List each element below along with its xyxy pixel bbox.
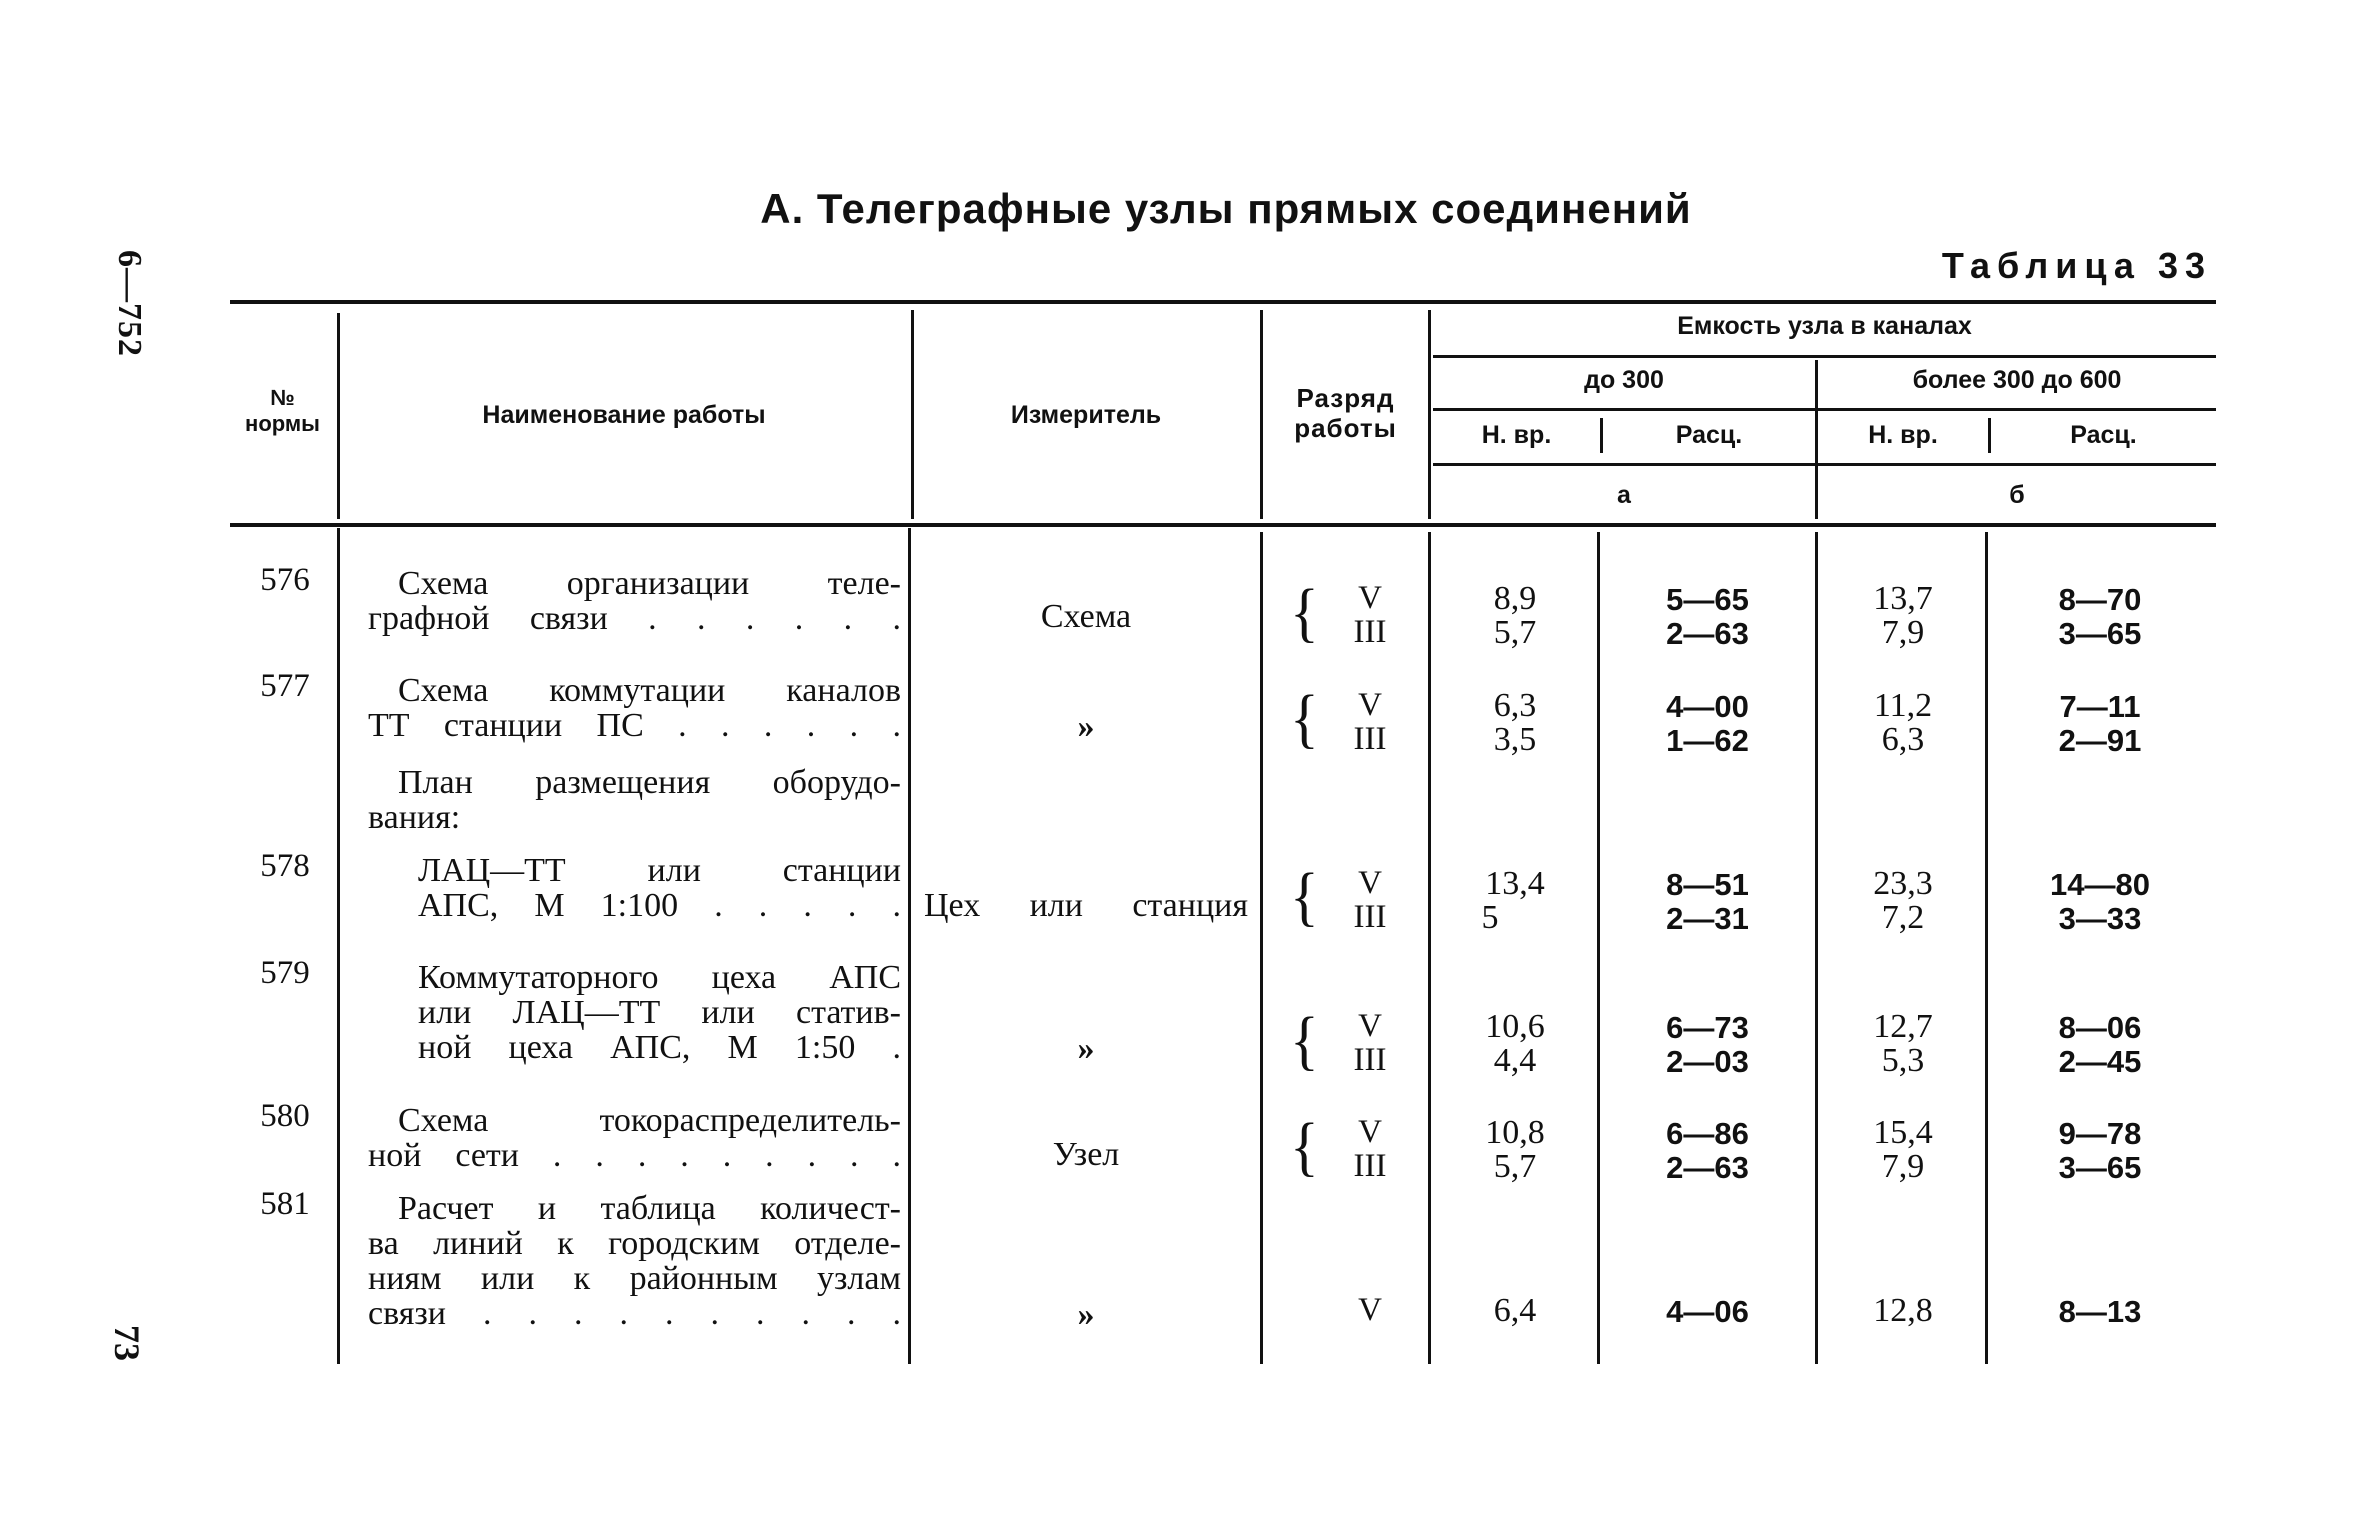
work-name — [368, 1103, 901, 1173]
norm-number: 576 — [260, 562, 310, 598]
body-divider — [1260, 532, 1263, 1364]
unit-cell: » — [1077, 1030, 1095, 1067]
brace: { — [1290, 575, 1319, 649]
header-label-b: б — [2009, 481, 2025, 509]
header-b-rasc: Расц. — [2070, 421, 2137, 449]
body-divider — [1428, 532, 1431, 1364]
header-divider — [1260, 310, 1263, 519]
a-norm-time: 8,9 — [1493, 580, 1537, 617]
b-rate: 8—06 — [2058, 1010, 2142, 1045]
work-name-line: ниям или к районным узлам — [368, 1260, 901, 1297]
work-name-line: или ЛАЦ—ТТ или статив- — [418, 994, 901, 1031]
unit-cell: » — [1077, 708, 1095, 745]
unit-cell: » — [1077, 1296, 1095, 1333]
b-norm-time: 7,9 — [1881, 1148, 1925, 1185]
header-unit: Измеритель — [1010, 401, 1162, 429]
a-norm-time: 4,4 — [1493, 1042, 1537, 1079]
b-norm-time: 5,3 — [1881, 1042, 1925, 1079]
work-name — [368, 566, 901, 636]
body-divider — [1597, 532, 1600, 1364]
grade: V — [1358, 687, 1382, 723]
a-norm-time: 5 — [1481, 899, 1499, 936]
a-norm-time: 10,8 — [1485, 1114, 1545, 1151]
group-heading-line: План размещения оборудо- — [398, 764, 901, 801]
unit-cell: Узел — [1052, 1136, 1120, 1173]
work-name-line: ной цеха АПС, М 1:50 . — [418, 1029, 901, 1066]
a-norm-time: 5,7 — [1493, 1148, 1537, 1185]
grade: V — [1358, 1008, 1382, 1044]
work-name-line: ной сети . . . . . . . . . — [368, 1137, 901, 1174]
grade: V — [1358, 580, 1382, 616]
header-norm-number: № нормы — [245, 385, 320, 436]
a-norm-time: 13,4 — [1485, 865, 1545, 902]
header-grade: Разряд работы — [1294, 383, 1397, 443]
a-rate: 2—31 — [1666, 901, 1749, 936]
work-name-line: Расчет и таблица количест- — [398, 1190, 901, 1227]
b-norm-time: 13,7 — [1873, 580, 1933, 617]
header-work-name: Наименование работы — [482, 401, 766, 429]
a-rate: 4—06 — [1666, 1294, 1749, 1329]
brace: { — [1290, 681, 1319, 755]
a-rate: 2—03 — [1666, 1044, 1749, 1079]
a-rate: 8—51 — [1666, 867, 1749, 902]
work-name — [418, 853, 901, 923]
work-name-line: Схема коммутации каналов — [398, 672, 901, 709]
work-name — [368, 1191, 901, 1331]
header-bottom-rule — [230, 523, 2216, 527]
grade: III — [1353, 721, 1387, 757]
a-rate: 6—73 — [1666, 1010, 1749, 1045]
b-rate: 14—80 — [2050, 867, 2150, 902]
b-rate: 8—70 — [2058, 582, 2142, 617]
b-rate: 3—65 — [2058, 1150, 2142, 1185]
work-name — [368, 673, 901, 743]
unit-cell — [914, 887, 1258, 925]
body-divider — [337, 528, 340, 1364]
grade: V — [1358, 1292, 1382, 1328]
group-rule — [1433, 408, 2216, 411]
b-rate: 9—78 — [2058, 1116, 2142, 1151]
work-name — [418, 960, 901, 1065]
header-group-b: более 300 до 600 — [1912, 366, 2122, 394]
norm-number: 580 — [260, 1098, 310, 1134]
work-name-line: Схема организации теле- — [398, 565, 901, 602]
page-number: 73 — [107, 1325, 147, 1361]
body-divider — [1815, 532, 1818, 1364]
a-rate: 6—86 — [1666, 1116, 1749, 1151]
norm-number: 581 — [260, 1186, 310, 1222]
work-name-line: Схема токораспределитель- — [398, 1102, 901, 1139]
group-heading-line: вания: — [368, 799, 461, 836]
header-a-rasc: Расц. — [1675, 421, 1743, 449]
work-name-line: ЛАЦ—ТТ или станции — [418, 852, 901, 889]
grade: III — [1353, 899, 1387, 935]
grade: III — [1353, 1148, 1387, 1184]
unit-cell: Схема — [1040, 598, 1132, 635]
header-label-a: а — [1617, 481, 1631, 509]
b-rate: 2—91 — [2058, 723, 2142, 758]
group-heading — [368, 765, 901, 835]
brace: { — [1290, 859, 1319, 933]
unit-cell-text: Цех или станция — [924, 887, 1248, 924]
work-name-line: графной связи . . . . . . — [368, 600, 901, 637]
a-norm-time: 6,4 — [1493, 1292, 1537, 1329]
norm-number: 578 — [260, 848, 310, 884]
b-norm-time: 7,9 — [1881, 614, 1925, 651]
header-capacity: Емкость узла в каналах — [1677, 312, 1972, 340]
header-divider — [1428, 310, 1431, 519]
grade: III — [1353, 614, 1387, 650]
grade: V — [1358, 865, 1382, 901]
table-label: Таблица 33 — [1941, 245, 2212, 286]
b-rate: 2—45 — [2058, 1044, 2142, 1079]
work-name-line: Коммутаторного цеха АПС — [418, 959, 901, 996]
a-rate: 4—00 — [1666, 689, 1749, 724]
b-norm-time: 15,4 — [1873, 1114, 1933, 1151]
work-name-line: связи . . . . . . . . . . — [368, 1295, 901, 1332]
norm-number: 579 — [260, 955, 310, 991]
a-rate: 1—62 — [1666, 723, 1749, 758]
body-divider — [1985, 532, 1988, 1364]
brace: { — [1290, 1109, 1319, 1183]
a-rate: 2—63 — [1666, 616, 1749, 651]
work-name-line: ТТ станции ПС . . . . . . — [368, 707, 901, 744]
brace: { — [1290, 1003, 1319, 1077]
page-title: А. Телеграфные узлы прямых соединений — [760, 185, 1692, 232]
a-norm-time: 6,3 — [1493, 687, 1537, 724]
a-norm-time: 10,6 — [1485, 1008, 1545, 1045]
document-code: 6—752 — [111, 250, 148, 357]
b-norm-time: 6,3 — [1881, 721, 1925, 758]
subhead-rule — [1433, 463, 2216, 466]
header-group-a: до 300 — [1584, 366, 1664, 394]
grade: III — [1353, 1042, 1387, 1078]
b-rate: 3—33 — [2058, 901, 2142, 936]
a-rate: 5—65 — [1666, 582, 1749, 617]
a-rate: 2—63 — [1666, 1150, 1749, 1185]
b-norm-time: 12,7 — [1873, 1008, 1933, 1045]
norm-number: 577 — [260, 668, 310, 704]
b-norm-time: 11,2 — [1873, 687, 1933, 724]
work-name-line: ва линий к городским отделе- — [368, 1225, 901, 1262]
b-norm-time: 7,2 — [1881, 899, 1925, 936]
header-a-nvr: Н. вр. — [1481, 421, 1552, 449]
b-norm-time: 23,3 — [1873, 865, 1933, 902]
b-rate: 7—11 — [2059, 689, 2141, 724]
header-b-nvr: Н. вр. — [1868, 421, 1938, 449]
b-rate: 8—13 — [2058, 1294, 2142, 1329]
work-name-line: АПС, М 1:100 . . . . . — [418, 887, 901, 924]
b-rate: 3—65 — [2058, 616, 2142, 651]
table-top-rule — [230, 300, 2216, 304]
a-norm-time: 3,5 — [1493, 721, 1537, 758]
grade: V — [1358, 1114, 1382, 1150]
a-norm-time: 5,7 — [1493, 614, 1537, 651]
b-norm-time: 12,8 — [1873, 1292, 1933, 1329]
capacity-rule — [1433, 355, 2216, 358]
body-divider — [908, 528, 911, 1364]
